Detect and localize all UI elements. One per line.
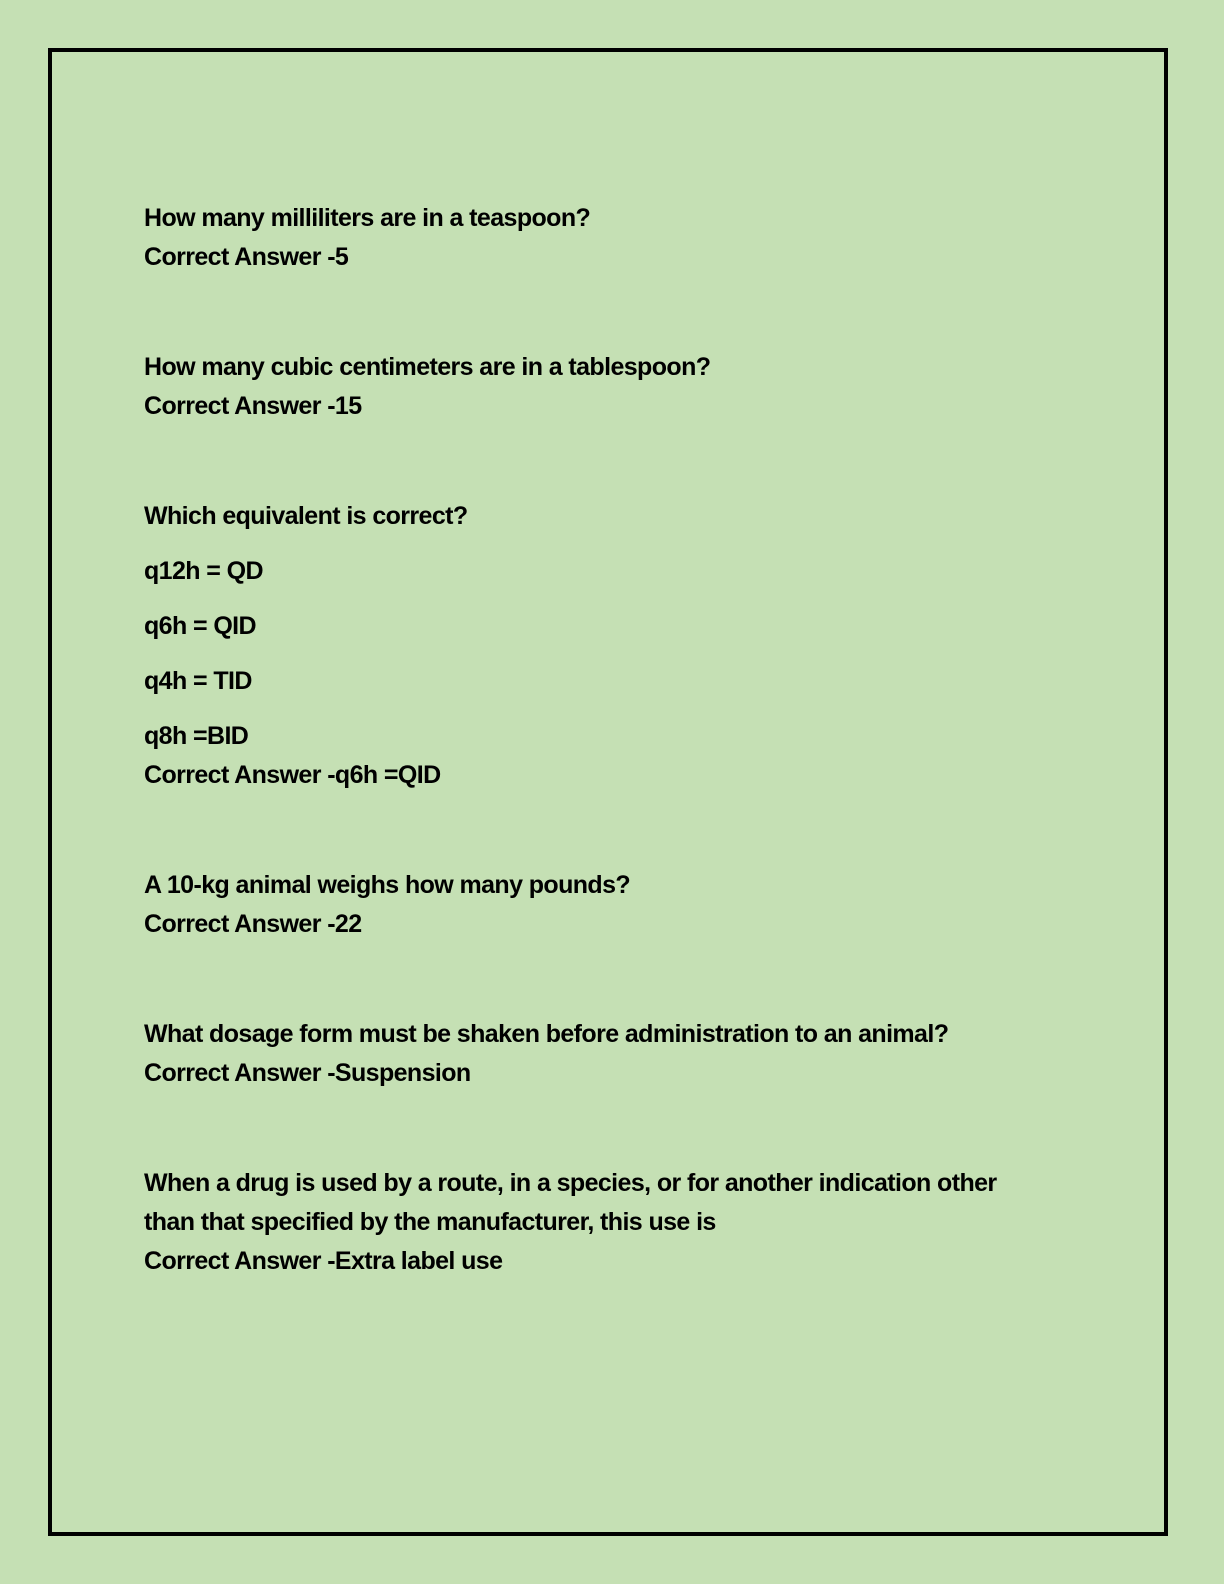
answer-text: Correct Answer -5 [144, 243, 349, 271]
question-text: What dosage form must be shaken before administration to an animal? [144, 1020, 949, 1048]
answer-text: Correct Answer -22 [144, 910, 362, 938]
option-text: q4h = TID [144, 667, 252, 695]
question-text: than that specified by the manufacturer, this use is [144, 1208, 716, 1236]
question-text: A 10-kg animal weighs how many pounds? [144, 871, 631, 899]
option-text: q8h =BID [144, 722, 249, 750]
question-text: How many cubic centimeters are in a tablespoon? [144, 353, 711, 381]
question-text: When a drug is used by a route, in a species, or for another indication other [144, 1169, 997, 1197]
option-text: q12h = QD [144, 557, 263, 585]
answer-text: Correct Answer -Extra label use [144, 1247, 503, 1275]
answer-text: Correct Answer -q6h =QID [144, 761, 441, 789]
question-text: How many milliliters are in a teaspoon? [144, 204, 591, 232]
question-text: Which equivalent is correct? [144, 502, 468, 530]
option-text: q6h = QID [144, 612, 256, 640]
answer-text: Correct Answer -15 [144, 392, 362, 420]
answer-text: Correct Answer -Suspension [144, 1059, 471, 1087]
